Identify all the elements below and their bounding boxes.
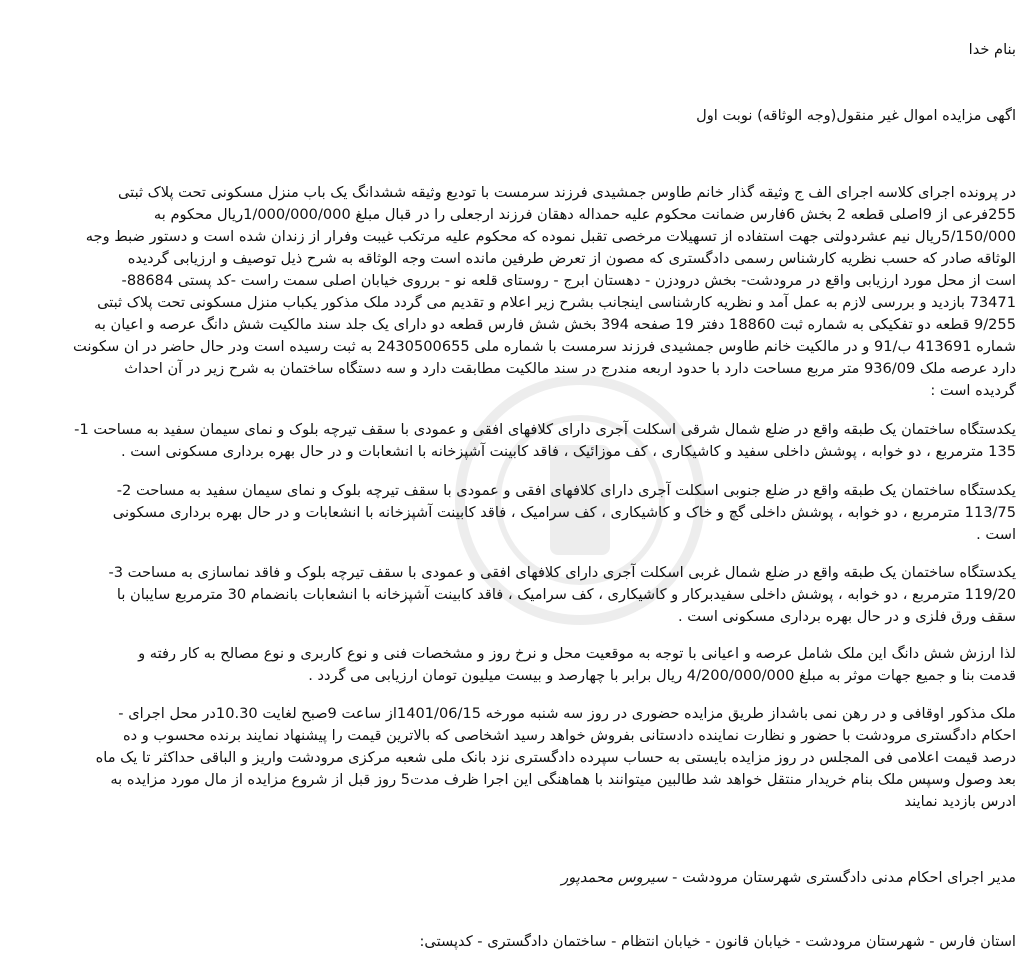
signature-block [8,868,1016,888]
signature-title: مدیر اجرای احکام مدنی دادگستری شهرستان مرودشت - [672,869,1016,886]
body-line: در پرونده اجرای کلاسه اجرای الف ج وثیقه گذار خانم طاوس جمشیدی فرزند سرمست با تودیع وثیقه ششدانگ یک باب منزل مسکونی تحت پلاک ثبتی [118,184,1016,201]
signature-name: سیروس محمدپور [561,869,668,886]
building-1-line: یکدستگاه ساختمان یک طبقه واقع در ضلع شمال شرقی اسکلت آجری دارای کلافهای افقی و عمودی با سقف تیرچه بلوک و نمای سیمان سفید به مساحت 1- [74,421,1016,438]
auction-line: احکام دادگستری مرودشت با حضور و نظارت نماینده دادستانی بفروش خواهد رسید اشخاصی که بالاترین قیمت را پیشنهاد نمایند برنده محسوب و ده [122,727,1016,744]
auction-line: بعد وصول وسپس ملک بنام خریدار منتقل خواهد شد طالبین میتوانند با هماهنگی این اجرا ظرف مدت5 روز قبل از شروع مزایده از مال مورد مزایده به [110,771,1016,788]
building-2-line: 113/75 مترمربع ، دو خوابه ، پوشش داخلی گچ و خاک و کاشیکاری ، کف سرامیک ، فاقد کابینت آشپزخانه با انشعابات و در حال بهره برداری مسکونی [112,504,1016,521]
building-2-line: است . [976,526,1016,543]
valuation-line: لذا ارزش شش دانگ این ملک شامل عرصه و اعیانی با توجه به موقعیت محل و نرخ روز و مشخصات فنی و نوع کاربری و نوع مصالح به کار رفته و [138,645,1016,662]
body-line: دارد عرصه ملک 936/09 متر مربع مساحت دارد با حدود اربعه مندرج در سند مالکیت مطابقت دارد و سه دستگاه ساختمان به شرح زیر در آن احداث [124,360,1016,377]
building-2-line: یکدستگاه ساختمان یک طبقه واقع در ضلع جنوبی اسکلت آجری دارای کلافهای افقی و عمودی با سقف تیرچه بلوک و نمای سیمان سفید به مساحت 2- [116,482,1016,499]
building-1-line: 135 مترمربع ، دو خوابه ، پوشش داخلی سفید و کاشیکاری ، کف موزائیک ، فاقد کابینت آشپزخانه با انشعابات و در حال بهره برداری مسکونی است . [120,443,1016,460]
basmala: بنام خدا [968,41,1016,58]
notice-title: اگهی مزایده اموال غیر منقول(وجه الوثاقه) نوبت اول [696,107,1016,124]
auction-line: ملک مذکور اوقافی و در رهن نمی باشداز طریق مزایده حضوری در روز سه شنبه مورخه 1401/06/15از ساعت 9صبح لغایت 10.30در محل اجرای - [118,705,1016,722]
body-line: است از محل مورد ارزیابی واقع در مرودشت- بخش درودزن - دهستان ابرج - روستای قلعه نو - برروی خیابان اصلی سمت راست -کد پستی 88684- [121,272,1016,289]
building-3-line: سقف ورق فلزی و در حال بهره برداری مسکونی است . [677,608,1016,625]
body-line: 9/255 قطعه دو تفکیکی به شماره ثبت 18860 دفتر 19 صفحه 394 بخش شش فارس قطعه دو دارای یک جلد سند مالکیت شش دانگ عرصه و اعیان به [94,316,1016,333]
body-line: گردیده است : [930,382,1016,399]
body-line: 5/150/000ریال نیم عشردولتی جهت استفاده از تسهیلات مرخصی تقبل نموده که محکوم علیه مرتکب غیبت وفرار از زندان شده است و دستور ضبط وجه [85,228,1016,245]
body-line: 255فرعی از 9اصلی قطعه 2 بخش 6فارس ضمانت محکوم علیه حمداله دهقان فرزند ارجعلی را در قبال مبلغ 1/000/000/000ریال محکوم به [153,206,1016,223]
building-3-line: یکدستگاه ساختمان یک طبقه واقع در ضلع شمال غربی اسکلت آجری دارای کلافهای افقی و عمودی با سقف تیرچه بلوک و فاقد نماسازی به مساحت 3- [108,564,1016,581]
auction-line: ادرس بازدید نمایند [904,793,1016,810]
building-3-line: 119/20 مترمربع ، دو خوابه ، پوشش داخلی سفیدبرکار و کاشیکاری ، کف سرامیک ، فاقد کابینت آشپزخانه با انشعابات بانضمام 30 مترمربع سایبان با [116,586,1016,603]
body-line: الوثاقه صادر که حسب نظریه کارشناس رسمی دادگستری که مصون از تعرض طرفین مانده است وجه الوثاقه به شرح ذیل توصیف و ارزیابی گردیده [127,250,1016,267]
body-line: شماره 413691 ب/91 و در مالکیت خانم طاوس جمشیدی فرزند سرمست با شماره ملی 2430500655 به ثبت رسیده است ودر حال حاضر در ان سکونت [73,338,1016,355]
auction-line: درصد قیمت اعلامی فی المجلس در روز مزایده بایستی به حساب سپرده دادگستری نزد بانک ملی شعبه مرکزی مرودشت واریز و الباقی حداکثر تا یک ماه [95,749,1016,766]
address-line: استان فارس - شهرستان مرودشت - خیابان قانون - خیابان انتظام - ساختمان دادگستری - کدپستی: [419,933,1016,950]
valuation-line: قدمت بنا و جمیع جهات موثر به مبلغ 4/200/000/000 ریال برابر با چهارصد و بیست میلیون تومان ارزیابی می گردد . [308,667,1016,684]
body-line: 73471 بازدید و بررسی لازم به عمل آمد و نظریه کارشناسی اینجانب بشرح زیر اعلام و تقدیم می گردد ملک مذکور یکباب منزل مسکونی تحت پلاک ثبتی [97,294,1016,311]
